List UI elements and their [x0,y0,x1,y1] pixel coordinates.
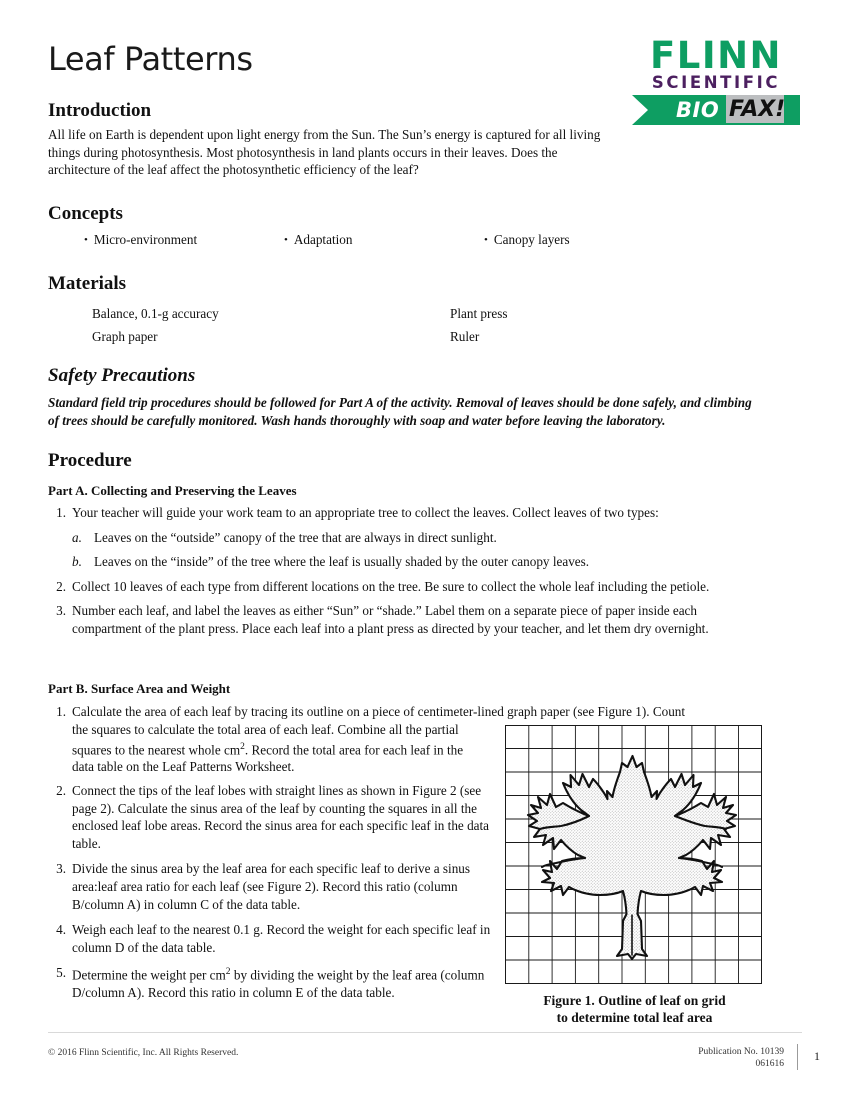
footer-page-number: 1 [814,1049,820,1063]
figure-caption [505,992,764,1026]
part-b-steps [48,782,492,1009]
list-item-text: the squares to calculate the total area of each leaf. Combine all the partial squares to the nearest whole cm [72,722,459,757]
part-b-heading: Part B. Surface Area and Weight [48,681,231,696]
materials-row [92,325,752,348]
list-item-text-cont: by dividing the weight by the leaf area (column D/column A). Record this ratio in column E of the data table. [72,967,485,1001]
figure-caption-line2: to determine total leaf area [556,1010,713,1025]
logo-fax-text: FAX! [729,97,786,123]
concept-item [284,232,484,248]
page-title: Leaf Patterns [48,40,253,78]
superscript: 2 [240,741,245,752]
list-item-text: Leaves on the “outside” canopy of the tree that are always in direct sunlight. [94,529,497,545]
bullet-icon: • [484,234,488,246]
list-item-number: b. [72,554,82,570]
logo-bio-text: BIO [676,98,720,123]
list-item [48,529,766,547]
list-item-number: a. [72,529,82,545]
leaf-grid-diagram [505,725,762,984]
bullet-icon: • [84,234,88,246]
concept-label: Adaptation [293,232,353,247]
material-item: Ruler [450,329,480,344]
list-item-text: Calculate the area of each leaf by tracing its outline on a piece of centimeter-lined graph paper (see Figure 1). Count [72,704,686,719]
logo-scientific-text: SCIENTIFIC [651,73,781,93]
concepts-heading: Concepts [48,203,123,224]
part-a-heading: Part A. Collecting and Preserving the Leaves [48,483,297,498]
footer-publication [698,1046,784,1070]
list-item [48,782,492,852]
list-item [48,921,492,956]
bullet-icon: • [284,234,288,246]
publication-number: Publication No. 10139 [698,1047,784,1057]
list-item-text: Connect the tips of the leaf lobes with straight lines as shown in Figure 2 (see page 2). Calculate the sinus area of the leaf by counting the squares in all the enclosed leaf lobe areas. Record the sinus area for each specific leaf in the data table. [72,783,490,851]
figure-caption-line1: Figure 1. Outline of leaf on grid [543,993,726,1008]
list-item-text: Leaves on the “inside” of the tree where the leaf is usually shaded by the outer canopy leaves. [94,554,590,570]
leaf-on-grid-svg [505,725,762,984]
concept-label: Canopy layers [493,232,570,247]
list-item [48,553,766,571]
concept-item [484,232,684,248]
list-item-number: 5. [56,965,66,981]
list-item-number: 3. [56,603,66,619]
list-item [48,602,766,637]
list-item-text: Your teacher will guide your work team to an appropriate tree to collect the leaves. Collect leaves of two types: [72,505,659,520]
material-item: Graph paper [92,329,158,344]
footer-separator [797,1044,798,1070]
list-item-number: 1. [56,505,66,520]
list-item-number: 2. [56,783,66,798]
safety-precautions-heading: Safety Precautions [48,365,196,386]
list-item-number: 1. [56,704,66,719]
list-item-text: Number each leaf, and label the leaves as either “Sun” or “shade.” Label them on a separate piece of paper inside each compartment of the plant press. Place each leaf into a plant press as directed by your teacher, and let them dry overnight. [72,603,709,636]
material-item: Balance, 0.1-g accuracy [92,306,219,321]
procedure-heading: Procedure [48,450,132,471]
list-item-text: Divide the sinus area by the leaf area for each specific leaf to derive a sinus area:leaf area ratio for each leaf (see Figure 2). Record this ratio (column B/column A) in column C of the data table. [72,861,471,912]
part-a-steps [48,504,766,645]
introduction-heading: Introduction [48,100,152,121]
superscript: 2 [225,967,231,978]
materials-heading: Materials [48,273,127,294]
footer-copyright: © 2016 Flinn Scientific, Inc. All Rights Reserved. [48,1048,239,1058]
list-item-number: 2. [56,578,66,594]
footer-divider [48,1032,802,1033]
list-item-text-cont: . Record the total area for each leaf in the data table on the Leaf Patterns Worksheet. [72,741,464,775]
list-item [48,964,492,1002]
list-item [48,860,492,913]
list-item-text: Weigh each leaf to the nearest 0.1 g. Record the weight for each specific leaf in column D of the data table. [72,922,491,955]
concept-item [84,232,284,248]
list-item [48,578,766,596]
material-item: Plant press [450,306,508,321]
figure-1 [505,725,764,1026]
logo-banner [632,94,800,126]
list-item [48,504,766,522]
list-item-continuation [72,721,484,776]
list-item-number: 4. [56,922,66,938]
concept-label: Micro-environment [93,232,198,247]
list-item [48,703,790,721]
list-item-text: Determine the weight per cm [72,967,226,983]
introduction-paragraph: All life on Earth is dependent upon light energy from the Sun. The Sun’s energy is captured for all living things during photosynthesis. Most photosynthesis in land plants occurs in their leaves. Does the architecture of the leaf affect the photosynthetic efficiency of the leaf? [48,127,601,177]
publication-date: 061616 [755,1059,784,1069]
concepts-list [84,232,764,248]
flinn-scientific-biofax-logo [632,34,800,126]
list-item-text: Collect 10 leaves of each type from different locations on the tree. Be sure to collect the whole leaf including the petiole. [72,578,710,594]
logo-flinn-text: FLINN [649,34,783,77]
materials-row [92,302,752,325]
list-item-number: 3. [56,861,66,877]
materials-list [92,302,752,348]
safety-precautions-paragraph: Standard field trip procedures should be followed for Part A of the activity. Removal of leaves should be done safely, and climbing of trees should be carefully monitored. Wash hands thoroughly with soap and water before leaving the laboratory. [48,395,752,428]
